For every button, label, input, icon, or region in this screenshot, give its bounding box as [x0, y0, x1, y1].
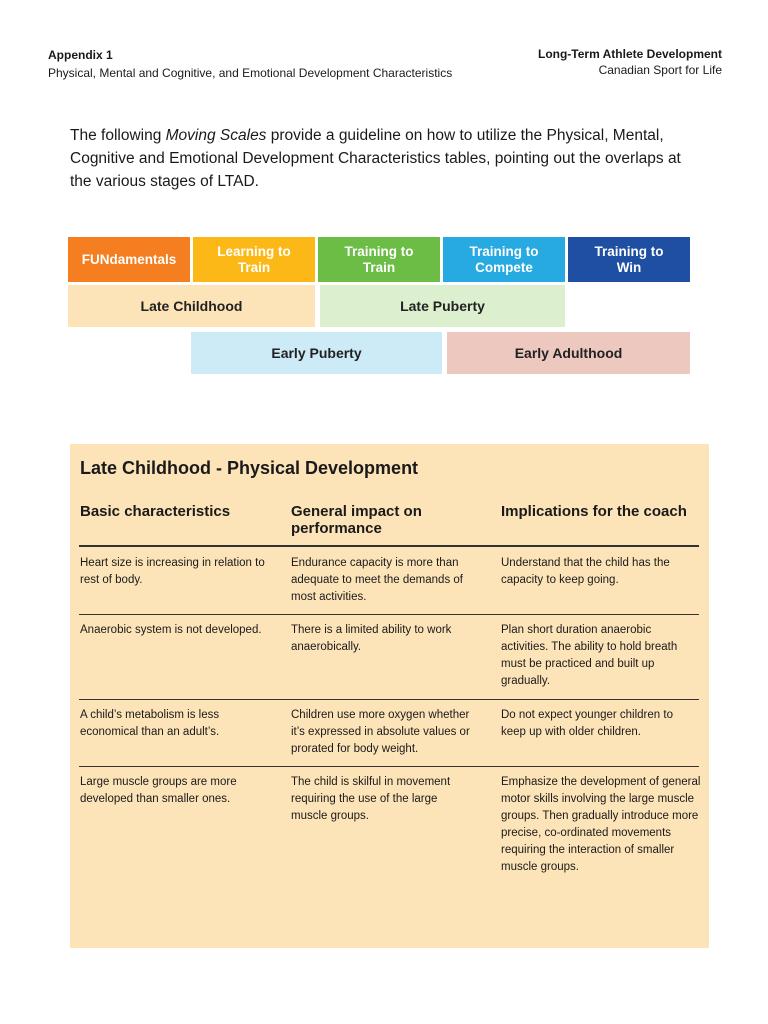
organization-subtitle: Canadian Sport for Life — [598, 63, 722, 77]
stage-label: Learning to Train — [217, 243, 291, 275]
table-title: Late Childhood - Physical Development — [80, 458, 419, 478]
stage-training-to-win — [568, 237, 690, 282]
table-cell: Understand that the child has the capacity to keep going. — [501, 557, 670, 586]
phase-early-puberty — [191, 332, 442, 374]
table-cell: Plan short duration anaerobic activities. The ability to hold breath must be practiced and built up gradually. — [501, 624, 678, 687]
stage-label: Training to Win — [594, 243, 664, 275]
row-divider — [79, 614, 699, 615]
stage-label: FUNdamentals — [81, 251, 177, 267]
column-header-basic: Basic characteristics — [80, 503, 231, 520]
phase-early-adulthood — [447, 332, 690, 374]
table-cell: Children use more oxygen whether it’s expressed in absolute values or prorated for body weight. — [291, 709, 470, 755]
table-cell: The child is skilful in movement requiring the use of the large muscle groups. — [291, 776, 451, 822]
header-divider — [79, 545, 699, 547]
phase-label: Early Adulthood — [514, 345, 623, 361]
stage-label: Training to Compete — [469, 243, 539, 275]
table-cell: Anaerobic system is not developed. — [80, 624, 262, 636]
table-cell: A child’s metabolism is less economical than an adult’s. — [80, 709, 220, 738]
stage-fundamentals — [68, 237, 190, 282]
intro-text-after: provide a guideline on how to utilize the Physical, Mental, Cognitive and Emotional Development Characteristics tables, pointing out the overlaps at the various stages of LTAD. — [70, 127, 681, 190]
column-header-implications: Implications for the coach — [501, 503, 687, 520]
stage-training-to-compete — [443, 237, 565, 282]
document-header-left — [48, 46, 452, 82]
intro-emphasis: Moving Scales — [165, 127, 267, 144]
stage-training-to-train — [318, 237, 440, 282]
row-divider — [79, 766, 699, 767]
phase-label: Late Childhood — [140, 298, 243, 314]
development-table-panel — [70, 444, 709, 948]
table-cell: Do not expect younger children to keep up with older children. — [501, 709, 673, 738]
column-header-impact: General impact on performance — [291, 503, 422, 537]
intro-text-before: The following — [70, 127, 166, 144]
appendix-label: Appendix 1 — [48, 48, 113, 62]
stage-learning-to-train — [193, 237, 315, 282]
phase-label: Late Puberty — [400, 298, 485, 314]
table-cell: Emphasize the development of general motor skills involving the large muscle groups. Then gradually introduce more precise, co-ordinated movements requiring the interaction of smaller muscle groups. — [501, 776, 701, 873]
organization-title: Long-Term Athlete Development — [537, 47, 722, 61]
intro-paragraph — [70, 124, 690, 193]
row-divider — [79, 699, 699, 700]
phase-late-childhood — [68, 285, 315, 327]
phase-label: Early Puberty — [271, 345, 362, 361]
table-cell: There is a limited ability to work anaerobically. — [291, 624, 452, 653]
document-header-right — [538, 46, 722, 78]
phase-late-puberty — [320, 285, 565, 327]
table-cell: Heart size is increasing in relation to rest of body. — [80, 557, 265, 586]
table-cell: Endurance capacity is more than adequate to meet the demands of most activities. — [291, 557, 463, 603]
appendix-subtitle: Physical, Mental and Cognitive, and Emotional Development Characteristics — [48, 66, 453, 80]
stage-label: Training to Train — [344, 243, 414, 275]
table-cell: Large muscle groups are more developed than smaller ones. — [80, 776, 237, 805]
